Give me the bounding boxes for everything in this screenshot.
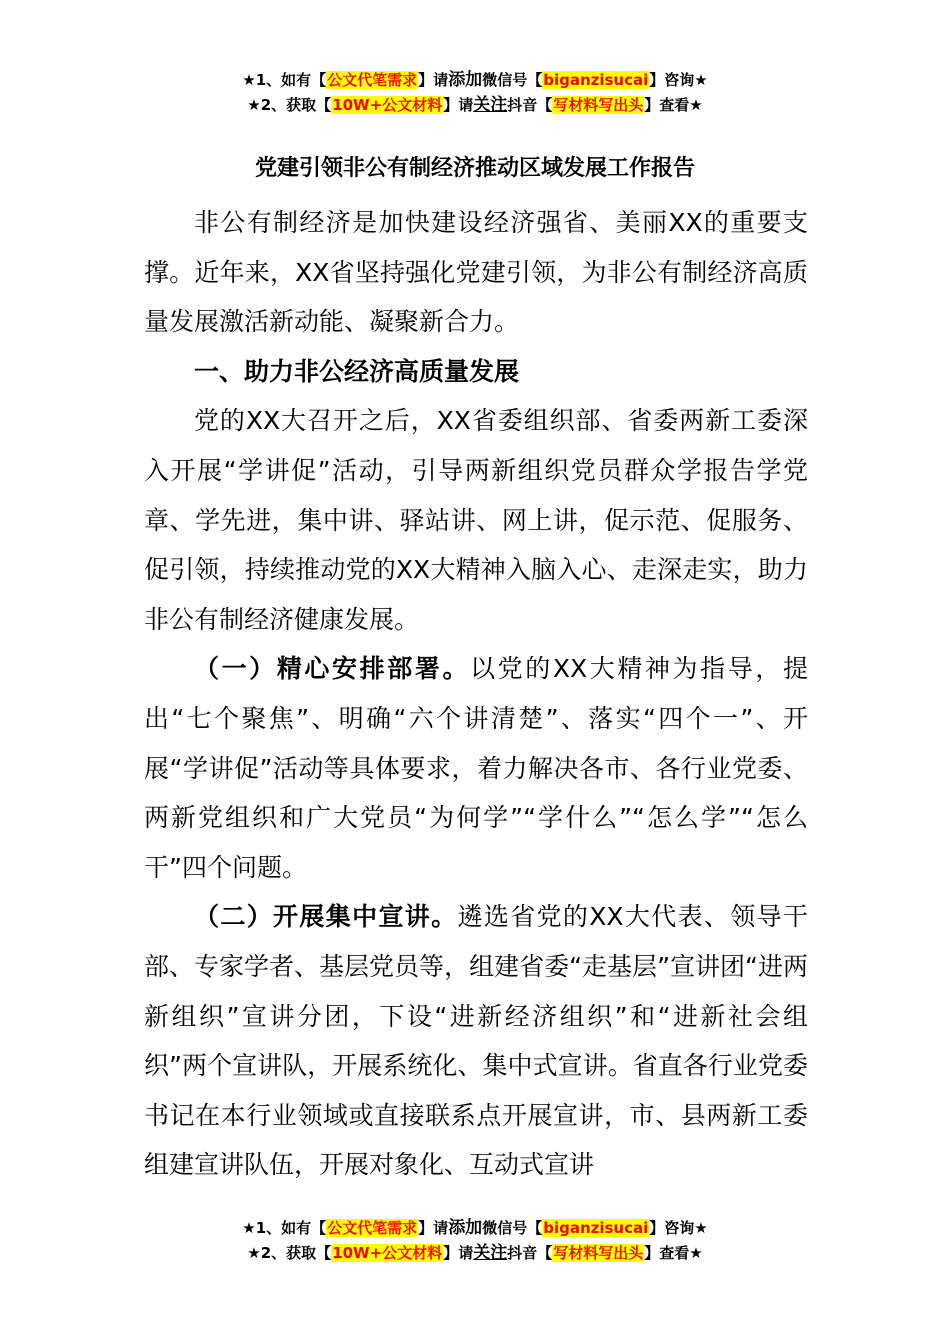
promo-line-2: ★2、获取【10W+公文材料】请关注抖音【写材料写出头】查看★: [247, 1243, 703, 1263]
section-heading-1: 一、助力非公经济高质量发展: [194, 356, 520, 386]
promo-line-1: ★1、如有【公文代笔需求】请添加微信号【biganzisucai】咨询★: [242, 70, 708, 90]
paragraph-3: （一）精心安排部署。以党的XX大精神为指导，提出“七个聚焦”、明确“六个讲清楚”、落实“四个一”、开展“学讲促”活动等具体要求，着力解决各市、各行业党委、两新党组织和广大党员“为何学”“学什么”“怎么学”“怎么干”四个问题。: [144, 654, 808, 882]
promo-highlight: 10W+公文材料: [332, 1244, 443, 1262]
promo-wechat-id: biganzisucai: [543, 1219, 649, 1237]
subheading-1: （一）精心安排部署。: [194, 654, 471, 684]
promo-line-2: ★2、获取【10W+公文材料】请关注抖音【写材料写出头】查看★: [247, 95, 703, 115]
paragraph-2: 党的XX大召开之后，XX省委组织部、省委两新工委深入开展“学讲促”活动，引导两新组织党员群众学报告学党章、学先进，集中讲、驿站讲、网上讲，促示范、促服务、促引领，持续推动党的XX大精神入脑入心、走深走实，助力非公有制经济健康发展。: [144, 406, 808, 634]
promo-highlight: 公文代笔需求: [327, 71, 418, 89]
promo-highlight: 公文代笔需求: [327, 1219, 418, 1237]
subheading-2: （二）开展集中宣讲。: [194, 902, 458, 932]
top-promo-banner: [0, 68, 950, 118]
paragraph-4: （二）开展集中宣讲。遴选省党的XX大代表、领导干部、专家学者、基层党员等，组建省委“走基层”宣讲团“进两新组织”宣讲分团，下设“进新经济组织”和“进新社会组织”两个宣讲队，开展系统化、集中式宣讲。省直各行业党委书记在本行业领域或直接联系点开展宣讲，市、县两新工委组建宣讲队伍，开展对象化、互动式宣讲: [144, 902, 808, 1180]
promo-wechat-id: biganzisucai: [543, 71, 649, 89]
document-body: [144, 198, 808, 1190]
bottom-promo-banner: [0, 1216, 950, 1266]
promo-douyin-id: 写材料写出头: [553, 1244, 644, 1262]
paragraph-intro: 非公有制经济是加快建设经济强省、美丽XX的重要支撑。近年来，XX省坚持强化党建引领，为非公有制经济高质量发展激活新动能、凝聚新合力。: [144, 208, 808, 337]
promo-line-1: ★1、如有【公文代笔需求】请添加微信号【biganzisucai】咨询★: [242, 1218, 708, 1238]
promo-douyin-id: 写材料写出头: [553, 96, 644, 114]
document-title: 党建引领非公有制经济推动区域发展工作报告: [254, 156, 695, 181]
promo-highlight: 10W+公文材料: [332, 96, 443, 114]
